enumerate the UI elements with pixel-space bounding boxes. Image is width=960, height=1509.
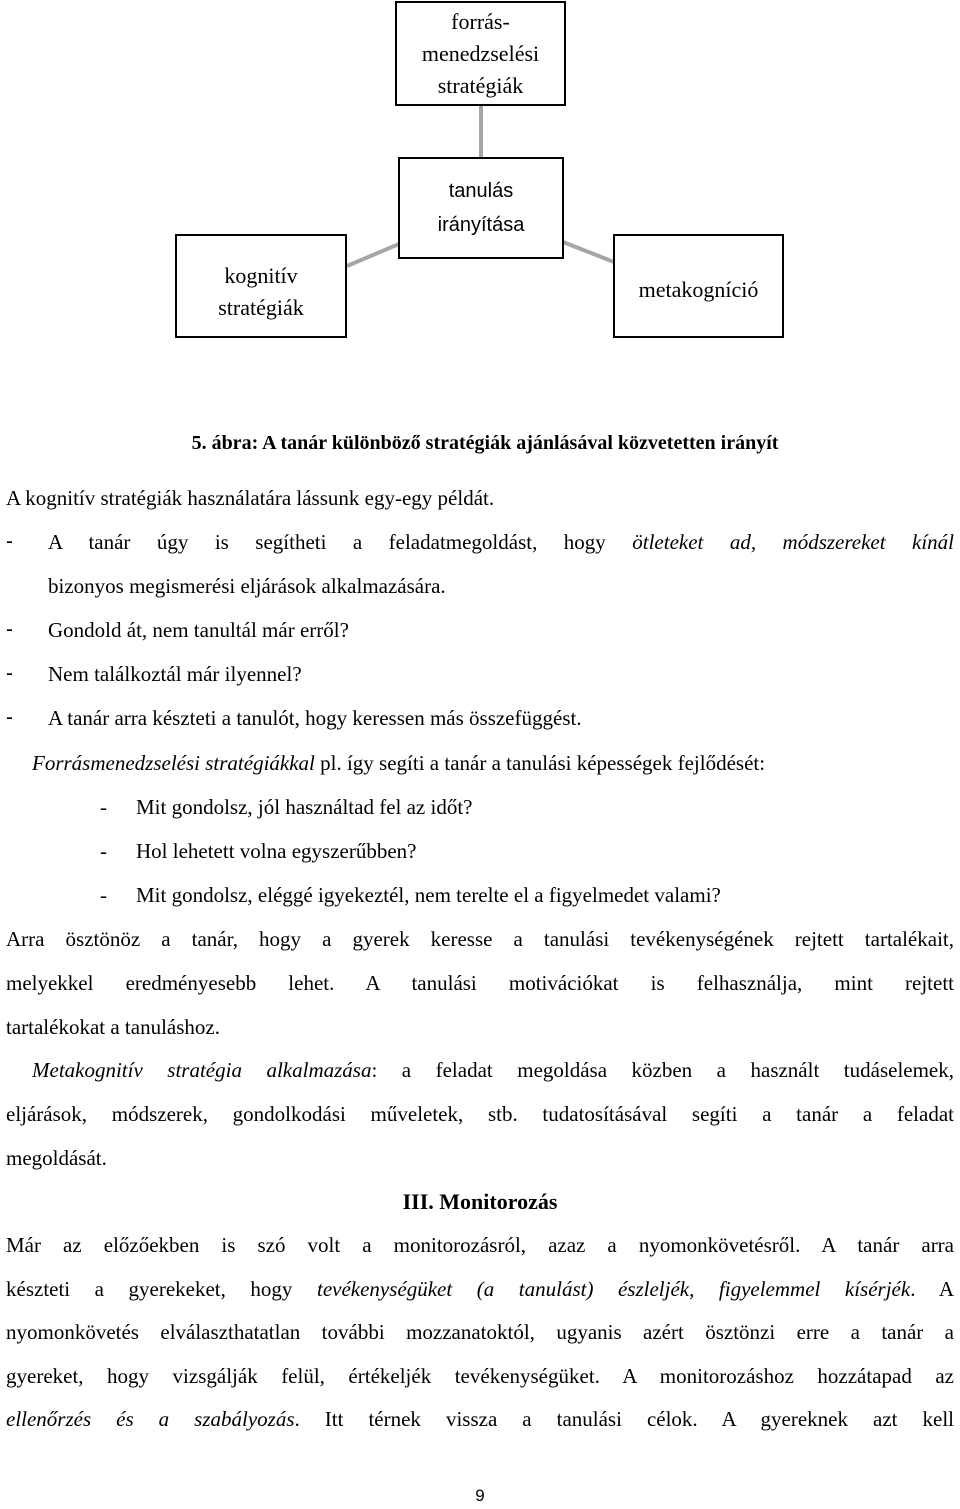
list-item-continuation: bizonyos megismerési eljárások alkalmazására. xyxy=(48,574,446,598)
item-text-italic: ötleteket ad, módszereket kínál xyxy=(632,530,954,554)
question-text: Hol lehetett volna egyszerűbben? xyxy=(136,839,417,863)
paragraph-line xyxy=(6,1277,954,1302)
diagram-box-learning-control xyxy=(398,157,564,259)
item-text: Nem találkoztál már ilyennel? xyxy=(48,662,302,686)
box-line: forrás- xyxy=(451,8,510,34)
paragraph-text: : a feladat megoldása közben a használt tudáselemek, xyxy=(371,1058,955,1082)
emphasis-text: tevékenységüket (a tanulást) észleljék, figyelemmel kísérjék xyxy=(316,1277,911,1301)
section-heading: III. Monitorozás xyxy=(402,1189,558,1214)
dash-bullet: - xyxy=(6,530,13,553)
emphasis-text: ellenőrzés és a szabályozás xyxy=(6,1407,295,1431)
connector-right xyxy=(563,242,614,262)
paragraph-line: eljárások, módszerek, gondolkodási műveletek, stb. tudatosításával segíti a tanár a feladat xyxy=(6,1102,954,1126)
metacognitive-term: Metakognitív stratégia alkalmazása xyxy=(32,1058,372,1082)
connector-left xyxy=(347,244,399,266)
paragraph-line: megoldását. xyxy=(6,1146,107,1170)
box-line: stratégiák xyxy=(218,295,304,320)
paragraph-line: Arra ösztönöz a tanár, hogy a gyerek keresse a tanulási tevékenységének rejtett tartalékait, xyxy=(6,927,954,951)
paragraph-line: melyekkel eredményesebb lehet. A tanulási motivációkat is felhasználja, mint rejtett xyxy=(6,971,954,995)
caption-text: 5. ábra: A tanár különböző stratégiák ajánlásával közvetetten irányít xyxy=(191,432,779,454)
question-text: Mit gondolsz, jól használtad fel az időt? xyxy=(136,795,473,819)
box-line: irányítása xyxy=(437,214,525,236)
box-line: tanulás xyxy=(448,180,514,202)
box-line: kognitív xyxy=(224,263,298,288)
item-text: A tanár arra készteti a tanulót, hogy keressen más összefüggést. xyxy=(48,706,582,730)
figure-caption xyxy=(0,432,960,455)
resource-term: Forrásmenedzselési stratégiákkal xyxy=(32,751,315,775)
item-text: A tanár úgy is segítheti a feladatmegoldást, hogy xyxy=(48,530,606,554)
page-number: 9 xyxy=(475,1486,485,1505)
box-line: menedzselési xyxy=(421,40,540,66)
dash-bullet: - xyxy=(6,618,13,641)
box-line: stratégiák xyxy=(437,72,524,98)
intro-text: A kognitív stratégiák használatára lássunk egy-egy példát. xyxy=(6,486,495,510)
box-line: metakogníció xyxy=(638,277,759,302)
resource-intro xyxy=(32,751,765,776)
diagram-box-metacognition xyxy=(613,234,784,338)
dash-bullet: - xyxy=(6,662,13,685)
paragraph-line: tartalékokat a tanuláshoz. xyxy=(6,1015,220,1039)
dash-bullet: - xyxy=(100,883,107,907)
paragraph-line xyxy=(6,1407,954,1432)
diagram-box-cognitive xyxy=(175,234,347,338)
diagram-box-resource-management xyxy=(395,1,566,106)
dash-bullet: - xyxy=(6,706,13,729)
paragraph-line: gyereket, hogy vizsgálják felül, értékeljék tevékenységüket. A monitorozáshoz hozzátapad az xyxy=(6,1364,954,1388)
paragraph-line: nyomonkövetés elválaszthatatlan további mozzanatoktól, ugyanis azért ösztönzi erre a tanár a xyxy=(6,1320,954,1344)
paragraph-text: . Itt térnek vissza a tanulási célok. A gyereknek azt kell xyxy=(294,1407,954,1431)
paragraph-text: . A xyxy=(910,1277,954,1301)
dash-bullet: - xyxy=(100,839,107,863)
item-text: Gondold át, nem tanultál már erről? xyxy=(48,618,349,642)
question-text: Mit gondolsz, eléggé igyekeztél, nem terelte el a figyelmedet valami? xyxy=(136,883,721,907)
dash-bullet: - xyxy=(100,795,107,819)
resource-text: pl. így segíti a tanár a tanulási képességek fejlődését: xyxy=(314,751,766,775)
paragraph-line: Már az előzőekben is szó volt a monitorozásról, azaz a nyomonkövetésről. A tanár arra xyxy=(6,1233,954,1257)
paragraph-text: készteti a gyerekeket, hogy xyxy=(6,1277,317,1301)
paragraph-line xyxy=(32,1058,954,1083)
